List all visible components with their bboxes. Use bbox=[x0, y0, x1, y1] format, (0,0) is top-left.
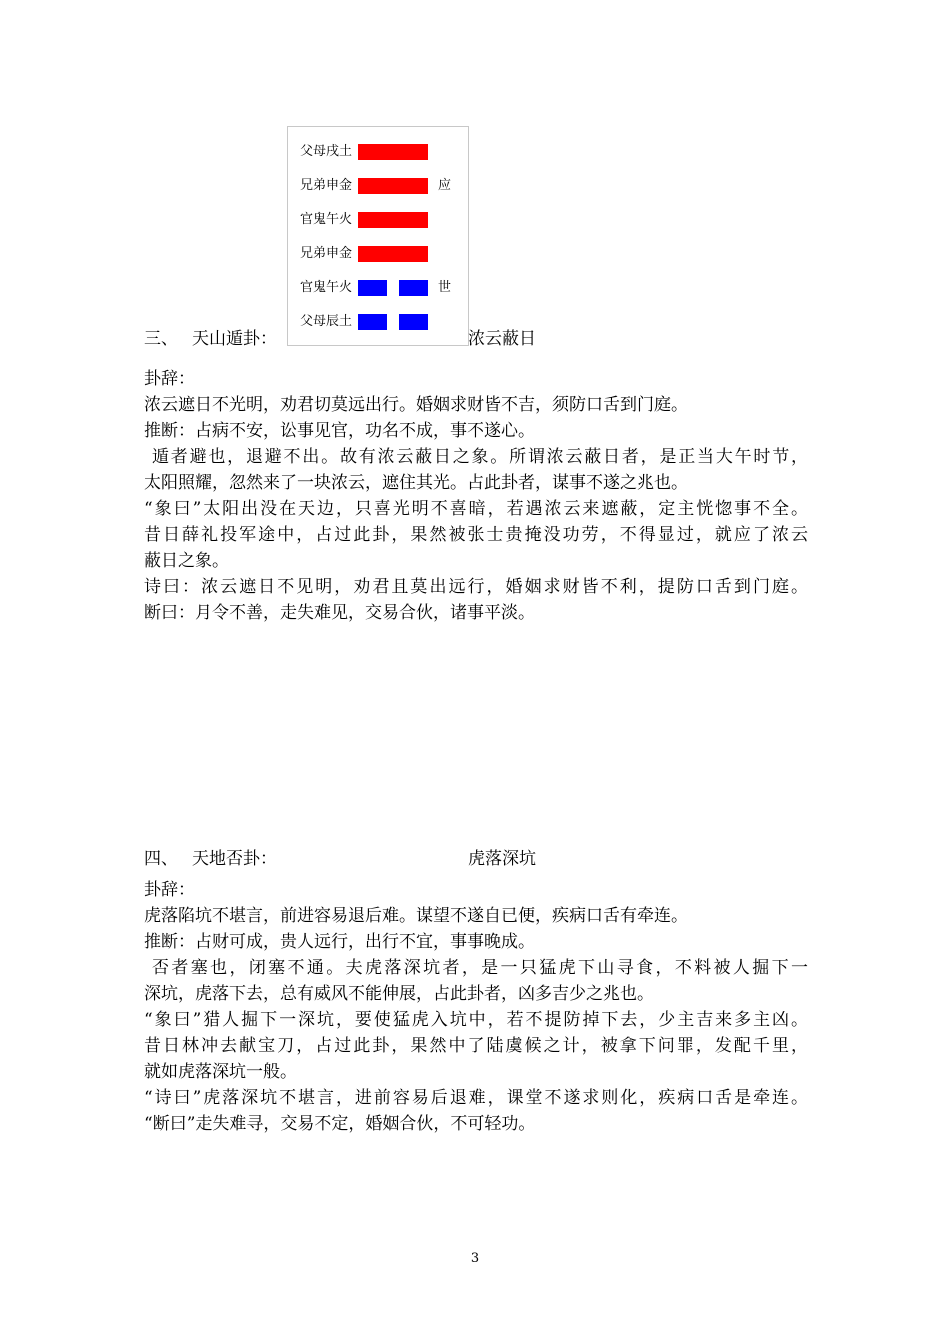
yao-label: 兄弟申金 bbox=[300, 246, 353, 261]
page-number: 3 bbox=[470, 1251, 480, 1266]
text-line: 昔日林冲去献宝刀，占过此卦，果然中了陆虞候之计，被拿下问罪，发配千里， bbox=[144, 1036, 808, 1056]
yang-bar bbox=[358, 246, 428, 262]
text-line: 昔日薛礼投军途中，占过此卦，果然被张士贵掩没功劳，不得显过，就应了浓云 bbox=[144, 525, 808, 545]
yang-bar bbox=[358, 178, 428, 194]
text-line: “象曰”太阳出没在天边，只喜光明不喜暗，若遇浓云来遮蔽，定主恍惚事不全。 bbox=[144, 499, 808, 519]
yin-bar-left bbox=[358, 314, 387, 330]
text-line: 诗曰：浓云遮日不见明，劝君且莫出远行，婚姻求财皆不利，提防口舌到门庭。 bbox=[144, 577, 808, 597]
section-3-heading bbox=[144, 326, 277, 352]
yao-label: 父母戌土 bbox=[300, 144, 353, 159]
yao-line-1 bbox=[288, 311, 468, 333]
yao-label: 官鬼午火 bbox=[300, 212, 353, 227]
text-line: 卦辞： bbox=[144, 369, 195, 389]
text-line: 卦辞： bbox=[144, 880, 195, 900]
text-line: 太阳照耀，忽然来了一块浓云，遮住其光。占此卦者，谋事不遂之兆也。 bbox=[144, 473, 688, 493]
text-line: 虎落陷坑不堪言，前进容易退后难。谋望不遂自已便，疾病口舌有牵连。 bbox=[144, 906, 688, 926]
text-line: 深坑，虎落下去，总有威风不能伸展，占此卦者，凶多吉少之兆也。 bbox=[144, 984, 654, 1004]
section-title: 天山遁卦： bbox=[192, 329, 277, 349]
yin-bar-right bbox=[399, 280, 428, 296]
yao-label: 官鬼午火 bbox=[300, 280, 353, 295]
yao-label: 父母辰土 bbox=[300, 314, 353, 329]
text-line: 蔽日之象。 bbox=[144, 551, 229, 571]
section-4-heading bbox=[144, 846, 277, 872]
section-title: 天地否卦： bbox=[192, 849, 277, 869]
text-line: “断曰”走失难寻，交易不定，婚姻合伙，不可轻功。 bbox=[144, 1114, 536, 1134]
yao-line-5 bbox=[288, 175, 468, 197]
yao-mark-ying: 应 bbox=[438, 178, 452, 193]
section-number: 四、 bbox=[144, 849, 178, 869]
hexagram-diagram bbox=[287, 126, 469, 346]
yao-line-3 bbox=[288, 243, 468, 265]
text-line: 就如虎落深坑一般。 bbox=[144, 1062, 297, 1082]
yang-bar bbox=[358, 212, 428, 228]
yao-label: 兄弟申金 bbox=[300, 178, 353, 193]
section-number: 三、 bbox=[144, 329, 178, 349]
text-line: 断曰：月令不善，走失难见，交易合伙，诸事平淡。 bbox=[144, 603, 535, 623]
yao-line-2 bbox=[288, 277, 468, 299]
section-4-name: 虎落深坑 bbox=[468, 849, 536, 869]
yao-line-4 bbox=[288, 209, 468, 231]
section-3-name: 浓云蔽日 bbox=[468, 329, 536, 349]
yin-bar-left bbox=[358, 280, 387, 296]
text-line: 推断：占财可成，贵人远行，出行不宜，事事晚成。 bbox=[144, 932, 535, 952]
text-line: “象曰”猎人掘下一深坑，要使猛虎入坑中，若不提防掉下去，少主吉来多主凶。 bbox=[144, 1010, 808, 1030]
text-line: 否者塞也，闭塞不通。夫虎落深坑者，是一只猛虎下山寻食，不料被人掘下一 bbox=[152, 958, 808, 978]
text-line: 浓云遮日不光明，劝君切莫远出行。婚姻求财皆不吉，须防口舌到门庭。 bbox=[144, 395, 688, 415]
yin-bar-right bbox=[399, 314, 428, 330]
yang-bar bbox=[358, 144, 428, 160]
yao-line-6 bbox=[288, 141, 468, 163]
yao-mark-shi: 世 bbox=[438, 280, 452, 295]
text-line: 遁者避也，退避不出。故有浓云蔽日之象。所谓浓云蔽日者，是正当大午时节， bbox=[152, 447, 808, 467]
text-line: 推断：占病不安，讼事见官，功名不成，事不遂心。 bbox=[144, 421, 535, 441]
text-line: “诗曰”虎落深坑不堪言，进前容易后退难，课堂不遂求则化，疾病口舌是牵连。 bbox=[144, 1088, 808, 1108]
